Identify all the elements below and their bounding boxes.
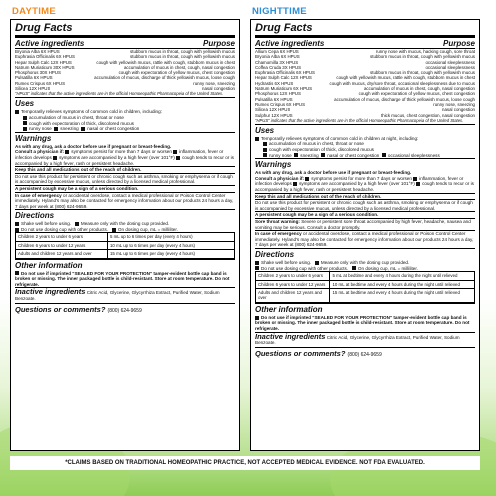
uses-item: cough with expectoration of thick, discolored mucus xyxy=(255,147,475,153)
active-ingredients-label: Active ingredients xyxy=(15,39,85,48)
warning-reach: Keep this and all medications out of the reach of children. xyxy=(15,166,235,173)
other-info-text: Do not use if imprinted "SEALED FOR YOUR PROTECTION" tamper-evident bottle cap band is broken or missing. The inner packaged bottle is child-resistant. Store at room temperature. Do not refrigerate. xyxy=(15,270,230,287)
uses-section xyxy=(15,97,235,131)
active-ingredients-label: Active ingredients xyxy=(255,39,325,48)
age-cell: Adults and children 12 years and over xyxy=(256,288,330,302)
warning-persistent: Do not use this product for persistent or chronic cough such as asthma, smoking or emphysema or if cough is accompanied by excessive mucus, unless directed by a licensed medical professional. xyxy=(255,199,475,211)
ingredient-purpose: occasional sleeplessness xyxy=(425,59,475,65)
ingredient-name: Hepar Sulph Calc 12X HPUS xyxy=(15,59,72,65)
hpus-note: "HPUS" indicates that the active ingredients are in the official Homoeopathic Pharmacopeia of the United States. xyxy=(255,117,464,123)
ingredient-purpose: cough with expectoration of yellow mucus, chest congestion xyxy=(118,70,235,76)
questions-section xyxy=(255,347,475,359)
ingredient-name: Sulphur 12X HPUS xyxy=(255,112,293,118)
warnings-section xyxy=(255,158,475,248)
other-info-section xyxy=(15,259,235,288)
age-cell: Children 6 years to under 12 years xyxy=(16,241,108,249)
dose-cell: 15 mL up to 6 times per day (every 4 hours) xyxy=(107,250,234,258)
ingredient-purpose: cough with yellowish mucus, rattle with cough, stubborn mucus in chest xyxy=(336,75,475,81)
warning-reach: Keep this and all medications out of the reach of children. xyxy=(255,193,475,200)
inactive-section xyxy=(255,332,475,347)
ingredient-name: Pulsatilla 6X HPUS xyxy=(15,75,53,81)
daytime-header: DAYTIME xyxy=(12,6,56,17)
ingredient-purpose: runny nose, sneezing xyxy=(433,101,475,107)
dosage-table xyxy=(255,271,475,303)
uses-item: cough with expectoration of thick, discolored mucus xyxy=(15,121,235,127)
directions-title: Directions xyxy=(255,249,295,259)
directions-items: Shake well before using. Measure only with the dosing cup provided. Do not use dosing cup with other products. On dosing cup, mL = milliliter. xyxy=(15,221,235,232)
age-cell: Adults and children 12 years and over xyxy=(16,250,108,258)
questions-section xyxy=(15,303,235,315)
hpus-note: "HPUS" indicates that the active ingredients are in the official Homoeopathic Pharmacopeia of the United States. xyxy=(15,91,224,97)
table-row xyxy=(256,288,475,302)
table-row xyxy=(16,250,235,258)
uses-item: accumulation of mucus in chest, throat or nose xyxy=(255,141,475,147)
ingredient-name: Chamomilla 3X HPUS xyxy=(255,59,299,65)
nighttime-drug-facts-panel xyxy=(250,19,480,451)
uses-inline: runny nose sneezing nasal or chest congestion occasional sleeplessness xyxy=(255,153,475,159)
daytime-drug-facts-panel xyxy=(10,19,240,451)
warnings-title: Warnings xyxy=(255,160,292,170)
ingredient-name: Rumex Crispus 6X HPUS xyxy=(15,80,66,86)
ingredient-name: Bryonia Alba 6X HPUS xyxy=(15,49,60,54)
inactive-section xyxy=(15,287,235,302)
dose-cell: 10 mL at bedtime and every 4 hours during the night until relieved xyxy=(330,280,475,288)
table-row xyxy=(16,233,235,241)
ingredient-name: Phosphorus 30X HPUS xyxy=(15,70,61,76)
uses-lead: Temporarily relieves symptoms of common cold in children, including: xyxy=(15,109,235,115)
warning-consult: Consult a physician if: symptoms persist for more than 7 days or worsen inflammation, fever or infection develops symptoms are accompanied by a high fever (over 101°F) cough tends to recur or is accompanied by a high fever, rash or persistent headache. xyxy=(15,149,234,166)
ingredient-purpose: runny nose with mucus, hacking cough, sore throat xyxy=(375,49,475,54)
ingredient-purpose: occasional sleeplessness xyxy=(425,64,475,70)
ingredient-name: Allium Cepa 6X HPUS xyxy=(255,49,299,54)
other-info-title: Other information xyxy=(255,304,323,314)
questions-line: Questions or comments? (800) 624-9659 xyxy=(15,304,142,314)
questions-line: Questions or comments? (800) 624-9659 xyxy=(255,348,382,358)
warnings-section xyxy=(15,132,235,210)
warning-emergency: In case of emergency or accidental overdose, contact a medical professional or Poison Control Center immediately. Hyland's may also be contacted for emergency information about our products 24 hours a day, 7 days per week at (800) 624-9659. xyxy=(15,192,234,209)
ingredient-purpose: cough with yellowish mucus, rattle with cough, stubborn mucus in chest xyxy=(96,59,235,65)
warning-consult: Consult a physician if: symptoms persist for more than 7 days or worsen inflammation, fever or infection develops symptoms are accompanied by a high fever (over 101°F) cough tends to recur or is accompanied by a high fever, rash or persistent headache. xyxy=(255,175,474,193)
ingredient-name: Natrum Muriaticum 6X HPUS xyxy=(255,86,313,92)
purpose-label: Purpose xyxy=(202,39,235,48)
other-info-title: Other information xyxy=(15,260,83,270)
ingredient-name: Hydrastis 6X HPUS xyxy=(255,80,294,86)
ingredient-purpose: runny nose, sneezing xyxy=(193,80,235,86)
purpose-label: Purpose xyxy=(442,39,475,48)
ingredient-purpose: accumulation of mucus in chest, cough, nasal congestion xyxy=(363,86,475,92)
panel-title: Drug Facts xyxy=(255,20,475,38)
ingredient-name: Pulsatilla 6X HPUS xyxy=(255,96,293,102)
uses-title: Uses xyxy=(255,125,275,135)
active-ingredients-header xyxy=(15,38,235,49)
uses-inline: runny nose sneezing nasal or chest congestion xyxy=(15,126,235,132)
ingredient-purpose: accumulation of mucus in chest, cough, nasal congestion xyxy=(123,64,235,70)
dose-cell: 5 mL at bedtime and every 4 hours during the night until relieved xyxy=(330,272,475,280)
claims-footer: *CLAIMS BASED ON TRADITIONAL HOMEOPATHIC PRACTICE, NOT ACCEPTED MEDICAL EVIDENCE. NOT FDA EVALUATED. xyxy=(10,456,480,470)
ingredient-purpose: stubborn mucus in throat, cough with yellowish mucus xyxy=(370,70,475,76)
warning-pregnancy: As with any drug, ask a doctor before use if pregnant or breast-feeding. xyxy=(15,143,172,149)
warning-serious: A persistent cough may be a sign of a serious condition. xyxy=(255,211,475,218)
ingredient-name: Hepar Sulph Calc 12X HPUS xyxy=(255,75,312,81)
uses-lead: Temporarily relieves symptoms of common cold in children at night, including: xyxy=(255,136,475,142)
uses-title: Uses xyxy=(15,99,35,109)
inactive-ingredients: Inactive ingredients Citric Acid, Glycerine, Glycyrrhiza Extract, Purified Water, Sodium Benzoate. xyxy=(15,287,220,302)
ingredient-purpose: thick mucus, chest congestion, nasal congestion xyxy=(381,112,475,118)
dose-cell: 10 mL up to 6 times per day (every 4 hours) xyxy=(107,241,234,249)
ingredient-name: Coffea Cruda 3X HPUS xyxy=(255,64,302,70)
ingredient-purpose: cough with expectoration of yellow mucus, chest congestion xyxy=(358,91,475,97)
dose-cell: 5 mL up to 6 times per day (every 4 hours) xyxy=(107,233,234,241)
table-row xyxy=(256,272,475,280)
table-row xyxy=(16,241,235,249)
ingredient-purpose: accumulation of mucus, discharge of thick yellowish mucus, loose cough xyxy=(94,75,235,81)
directions-section xyxy=(255,248,475,303)
ingredient-name: Silicea 12X HPUS xyxy=(255,107,291,113)
directions-title: Directions xyxy=(15,211,55,221)
warnings-title: Warnings xyxy=(15,133,52,143)
ingredient-name: Rumex Crispus 6X HPUS xyxy=(255,101,306,107)
ingredient-purpose: nasal congestion xyxy=(202,86,235,92)
uses-section xyxy=(255,124,475,158)
other-info-text: Do not use if imprinted "SEALED FOR YOUR PROTECTION" tamper-evident bottle cap band is broken or missing. The inner packaged bottle is child-resistant. Store at room temperature. Do not refrigerate. xyxy=(255,314,470,331)
age-cell: Children 6 years to under 12 years xyxy=(256,280,330,288)
ingredient-purpose: cough with mucus, dry/sore throat, occasional sleeplessness due to mucus xyxy=(329,80,475,86)
ingredient-purpose: stubborn mucus in throat, cough with yellowish mucus xyxy=(130,54,235,60)
dosage-table xyxy=(15,232,235,258)
directions-section xyxy=(15,209,235,258)
other-info-section xyxy=(255,303,475,332)
active-ingredients-header xyxy=(255,38,475,49)
table-row xyxy=(256,280,475,288)
ingredient-list xyxy=(255,49,475,118)
ingredient-name: Euphrasia Officinalis 6X HPUS xyxy=(15,54,75,60)
warning-persistent: Do not use this product for persistent or chronic cough such as asthma, smoking or emphysema or if cough is accompanied by excessive mucus, unless directed by a licensed medical professional. xyxy=(15,173,235,185)
uses-item: accumulation of mucus in chest, throat or nose xyxy=(15,115,235,121)
ingredient-purpose: nasal congestion xyxy=(442,107,475,113)
inactive-ingredients: Inactive ingredients Citric Acid, Glycerine, Glycyrrhiza Extract, Purified Water, Sodium Benzoate. xyxy=(255,331,460,346)
ingredient-name: Natrum Muriaticum 30X HPUS xyxy=(15,64,75,70)
ingredient-name: Euphrasia Officinalis 6X HPUS xyxy=(255,70,315,76)
ingredient-purpose: stubborn mucus in throat, cough with yellowish mucus xyxy=(130,49,235,54)
ingredient-name: Phosphorus 12X HPUS xyxy=(255,91,301,97)
ingredient-purpose: accumulation of mucus, discharge of thick yellowish mucus, loose cough xyxy=(334,96,475,102)
warning-pregnancy: As with any drug, ask a doctor before use if pregnant or breast-feeding. xyxy=(255,170,412,176)
warning-sore-throat: Sore throat warning: Severe or persistent sore throat accompanied by high fever, headache, nausea and vomiting may be serious. Consult a doctor promptly. xyxy=(255,218,475,230)
directions-items: Shake well before using. Measure only with the dosing cup provided. Do not use dosing cup with other products. On dosing cup, mL = milliliter. xyxy=(255,260,475,271)
age-cell: Children 2 years to under 6 years xyxy=(16,233,108,241)
age-cell: Children 2 years to under 6 years xyxy=(256,272,330,280)
ingredient-list xyxy=(15,49,235,91)
ingredient-purpose: stubborn mucus in throat, cough with yellowish mucus xyxy=(370,54,475,60)
warning-emergency: In case of emergency or accidental overdose, contact a medical professional or Poison Control Center immediately. Hyland's may also be contacted for emergency information about our products 24 hours a day, 7 days per week at (800) 624-9659. xyxy=(255,231,474,248)
panel-title: Drug Facts xyxy=(15,20,235,38)
warning-serious: A persistent cough may be a sign of a serious condition. xyxy=(15,185,235,192)
nighttime-header: NIGHTTIME xyxy=(252,6,307,17)
dose-cell: 15 mL at bedtime and every 4 hours during the night until relieved xyxy=(330,288,475,302)
ingredient-name: Silicea 12X HPUS xyxy=(15,86,51,92)
ingredient-name: Bryonia Alba 6X HPUS xyxy=(255,54,300,60)
